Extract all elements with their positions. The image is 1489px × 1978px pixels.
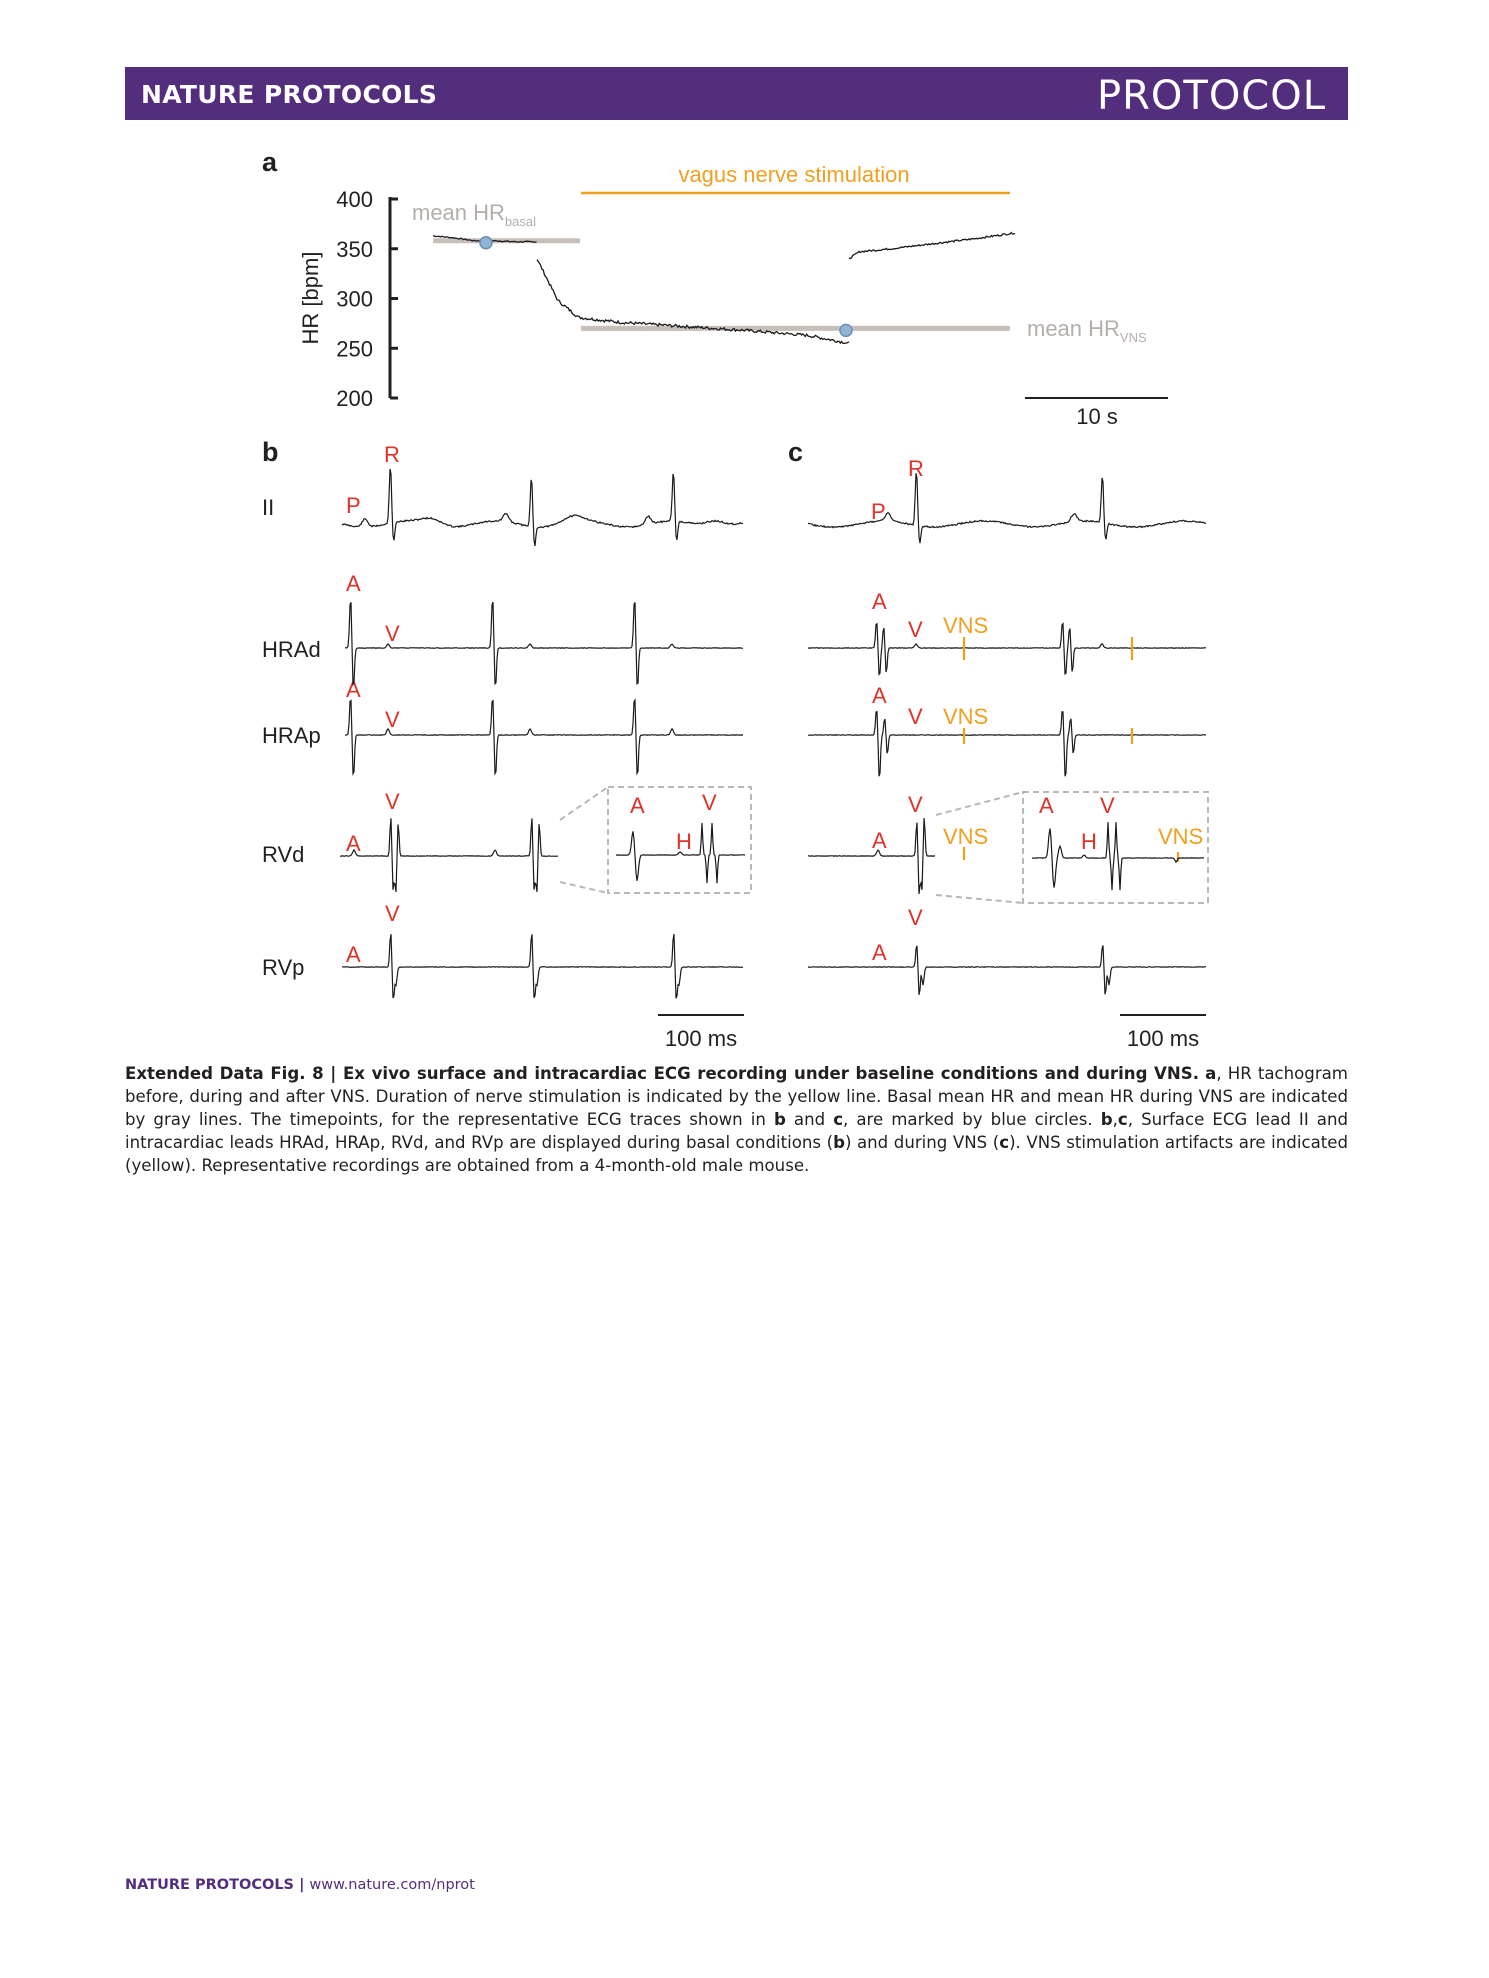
caption-text: , — [1112, 1110, 1118, 1129]
caption-panel-ref: c — [833, 1110, 844, 1129]
marker-v: V — [1100, 793, 1115, 818]
figure-caption — [125, 1062, 1348, 1177]
panel-c-label: c — [788, 437, 804, 467]
ecg-trace-hrap — [345, 700, 743, 774]
scale-bar-label: 100 ms — [1126, 1026, 1200, 1051]
marker-a: A — [1039, 793, 1054, 818]
hr-trace-vns — [537, 260, 849, 344]
inset-connector — [560, 882, 608, 893]
marker-p: P — [346, 493, 361, 518]
caption-panel-ref: a — [1205, 1064, 1217, 1083]
inset-connector — [560, 787, 608, 820]
marker-v: V — [908, 617, 923, 642]
footer-url[interactable]: www.nature.com/nprot — [309, 1877, 475, 1893]
marker-vns: VNS — [943, 613, 989, 638]
marker-h: H — [1081, 829, 1097, 854]
ecg-trace-lead-ii — [808, 473, 1206, 543]
marker-p: P — [871, 499, 886, 524]
caption-text: , Surface ECG lead II and intracardiac leads HRAd, HRAp, RVd, and RVp are displayed during basal conditions ( — [125, 1110, 1348, 1152]
ecg-trace-lead-ii — [342, 469, 743, 546]
article-type: PROTOCOL — [1096, 73, 1326, 119]
ecg-trace-rvd — [340, 818, 558, 892]
caption-text: ). VNS stimulation artifacts are indicated (yellow). Representative recordings are obtained from a 4-month-old male mouse. — [125, 1133, 1348, 1175]
marker-v: V — [702, 790, 717, 815]
ecg-trace-hrap — [808, 712, 1206, 777]
caption-text: and — [785, 1110, 834, 1129]
footer-separator: | — [294, 1877, 310, 1893]
lead-label-II: II — [262, 495, 275, 520]
caption-text: , are marked by blue circles. — [843, 1110, 1101, 1129]
vns-artifacts — [964, 637, 1178, 862]
marker-h: H — [676, 829, 692, 854]
ecg-trace-rvp — [342, 934, 743, 998]
marker-a: A — [346, 942, 361, 967]
marker-a: A — [630, 793, 645, 818]
panel-b-label: b — [262, 437, 279, 467]
ecg-trace-rvp — [808, 945, 1206, 994]
marker-v: V — [908, 704, 923, 729]
marker-vns: VNS — [1158, 824, 1204, 849]
marker-v: V — [385, 707, 400, 732]
marker-a: A — [346, 831, 361, 856]
marker-a: A — [872, 683, 887, 708]
caption-text: , HR tachogram before, during and after VNS. Duration of nerve stimulation is indicated by the yellow line. Basal mean HR and mean HR during VNS are indicated by gray lines. The timepoints, for the representative ECG traces shown in — [125, 1064, 1348, 1129]
marker-vns: VNS — [943, 704, 989, 729]
y-tick-label: 200 — [336, 386, 373, 411]
page-footer — [125, 1877, 475, 1893]
hr-trace-recovery — [849, 233, 1015, 259]
caption-panel-ref: b — [773, 1110, 786, 1129]
timepoint-basal-marker — [480, 237, 492, 249]
y-tick-label: 400 — [336, 187, 373, 212]
marker-v: V — [908, 792, 923, 817]
panel-c — [788, 437, 1208, 1051]
mean-hr-vns-label: mean $HR_{VNS}$ — [1027, 316, 1147, 345]
time-scale-label: 10 s — [1076, 404, 1118, 429]
marker-a: A — [346, 677, 361, 702]
timepoint-vns-marker — [840, 324, 852, 336]
panel-a-label: a — [262, 147, 278, 177]
scale-bar-label: 100 ms — [664, 1026, 738, 1051]
y-tick-label: 350 — [336, 236, 373, 262]
inset-connector — [936, 895, 1023, 903]
caption-text: ) and during VNS ( — [844, 1133, 1000, 1152]
marker-vns: VNS — [943, 824, 989, 849]
marker-r: R — [384, 442, 400, 467]
stimulation-label: vagus nerve stimulation — [678, 162, 910, 187]
inset-connector — [936, 792, 1023, 815]
caption-panel-ref: b — [1100, 1110, 1113, 1129]
y-axis-label: HR [bpm] — [298, 251, 323, 345]
marker-a: A — [872, 828, 887, 853]
journal-name: NATURE PROTOCOLS — [141, 80, 438, 109]
y-tick-label: 300 — [336, 286, 373, 312]
marker-r: R — [908, 456, 924, 481]
lead-label-RVd: RVd — [262, 842, 305, 867]
caption-panel-ref: c — [999, 1133, 1010, 1152]
lead-label-HRAd: HRAd — [262, 637, 321, 662]
caption-panel-ref: b — [833, 1133, 845, 1152]
mean-hr-basal-label: mean $HR_{basal}$ — [412, 200, 536, 229]
lead-label-RVp: RVp — [262, 955, 305, 980]
panel-c-markers — [871, 456, 1115, 965]
marker-v: V — [385, 621, 400, 646]
caption-panel-ref: c — [1117, 1110, 1128, 1129]
y-tick-label: 250 — [336, 336, 373, 362]
caption-label: Extended Data Fig. 8 | Ex vivo surface and intracardiac ECG recording under baseline conditions and during VNS. — [125, 1064, 1200, 1083]
marker-v: V — [908, 905, 923, 930]
lead-label-HRAp: HRAp — [262, 723, 321, 748]
panel-a — [262, 147, 1168, 429]
footer-journal: NATURE PROTOCOLS — [125, 1877, 295, 1893]
marker-a: A — [872, 940, 887, 965]
marker-a: A — [872, 589, 887, 614]
marker-a: A — [346, 571, 361, 596]
marker-v: V — [385, 789, 400, 814]
marker-v: V — [385, 901, 400, 926]
ecg-trace-hrad — [808, 624, 1206, 675]
panel-b — [262, 437, 751, 1051]
ecg-trace-hrad — [345, 602, 743, 684]
